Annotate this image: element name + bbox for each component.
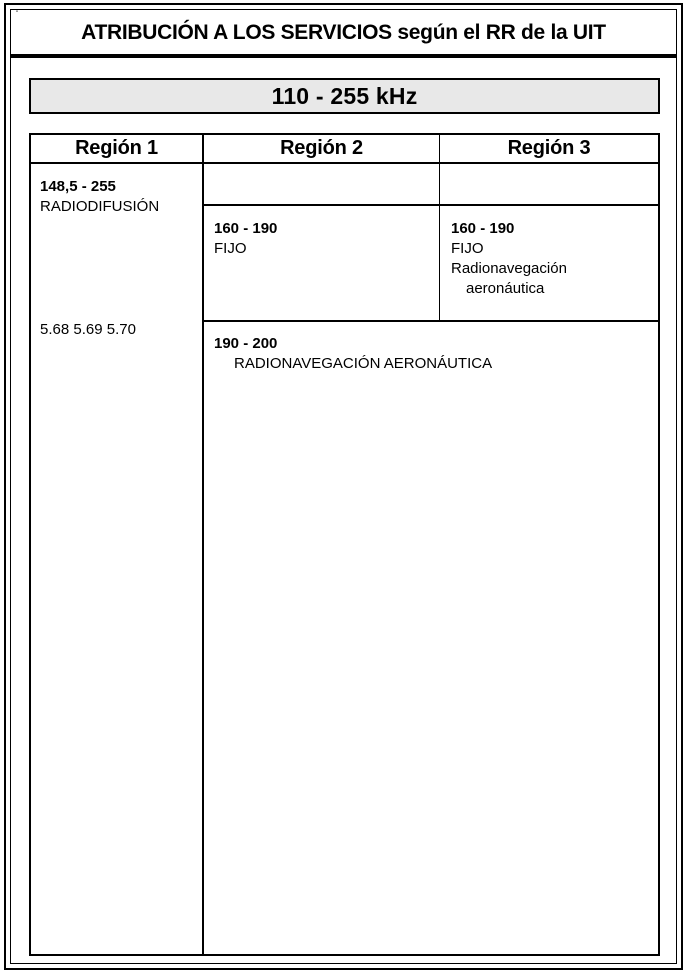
table-border-left [29,133,31,956]
header-region-2: Región 2 [280,137,363,159]
page-title: ATRIBUCIÓN A LOS SERVICIOS según el RR de la UIT [81,21,606,44]
region3-160-cell [451,219,567,299]
column-divider-1 [202,133,204,956]
region2-160-service: FIJO [214,240,247,257]
table-border-bottom [29,954,660,956]
corner-mark: " [16,11,19,17]
frequency-band-label: 110 - 255 kHz [271,82,418,109]
region1-footnotes: 5.68 5.69 5.70 [40,321,136,338]
region23-190-service: RADIONAVEGACIÓN AERONÁUTICA [234,355,493,372]
region1-cell [40,177,159,217]
table-border-right [658,133,660,956]
region3-160-secondary-line1: Radionavegación [451,260,567,277]
region3-160-secondary-line2: aeronáutica [466,280,545,297]
row-divider-160 [202,204,660,206]
header-region-3: Región 3 [507,137,591,159]
region2-160-frequency: 160 - 190 [214,220,278,237]
title-bar [11,10,676,58]
region23-190-frequency: 190 - 200 [214,335,278,352]
row-divider-190 [202,320,660,322]
region2-160-cell [214,219,277,259]
frequency-band-box [29,78,660,114]
region23-190-cell [214,334,492,374]
region1-frequency: 148,5 - 255 [40,178,116,195]
region3-160-service: FIJO [451,240,484,257]
region1-service: RADIODIFUSIÓN [40,198,160,215]
region3-160-frequency: 160 - 190 [451,220,515,237]
header-region-1: Región 1 [75,137,158,159]
